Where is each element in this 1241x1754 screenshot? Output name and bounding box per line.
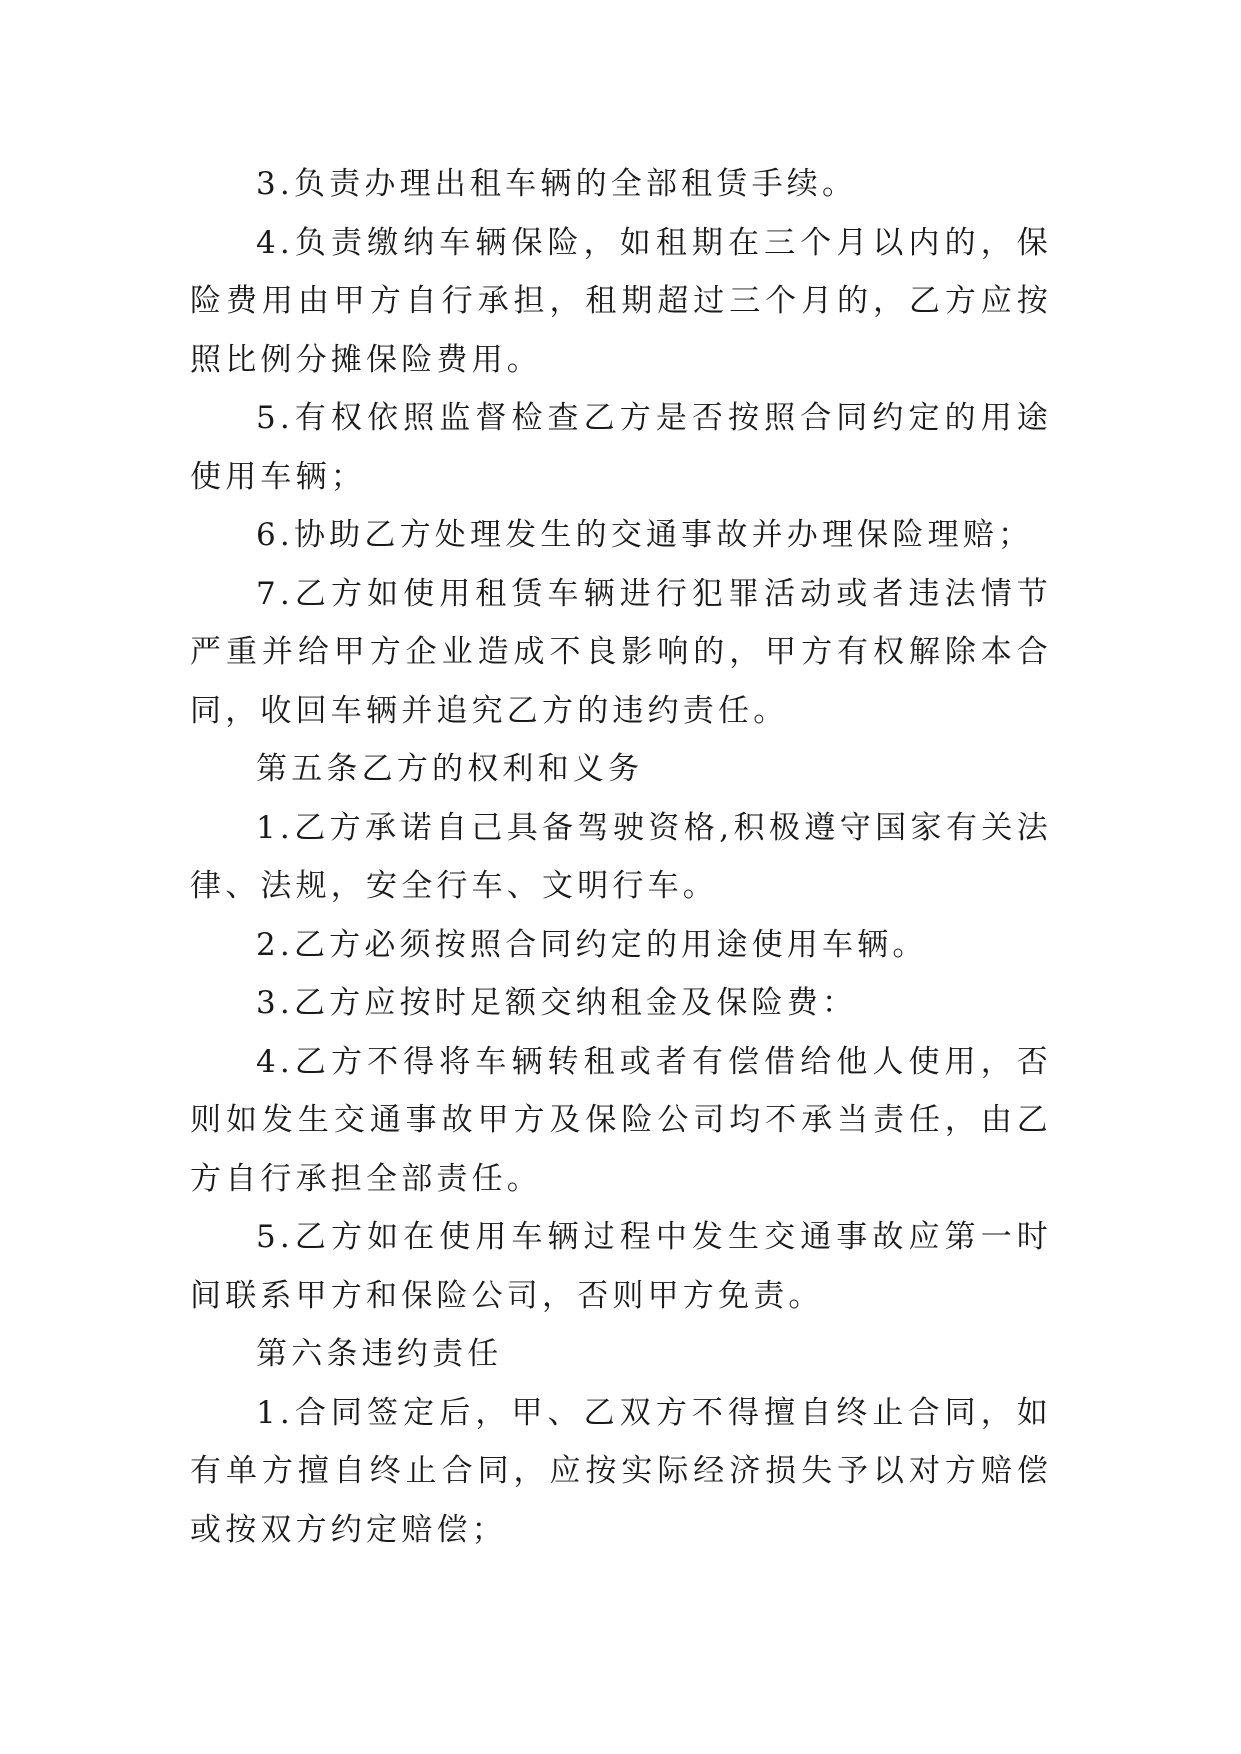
section-heading-article-6: 第六条违约责任 — [256, 1336, 503, 1372]
section-heading-article-5: 第五条乙方的权利和义务 — [256, 751, 644, 787]
paragraph-lessee-item-3: 3.乙方应按时足额交纳租金及保险费： — [256, 985, 858, 1021]
paragraph-lessor-item-4: 4.负责缴纳车辆保险，如租期在三个月以内的，保险费用由甲方自行承担，租期超过三个月的，乙方应按照比例分摊保险费用。 — [190, 224, 1052, 378]
paragraph-lessor-item-6: 6.协助乙方处理发生的交通事故并办理保险理赔； — [256, 517, 1034, 553]
paragraph-lessee-item-2: 2.乙方必须按照合同约定的用途使用车辆。 — [256, 926, 928, 963]
paragraph-lessee-item-1: 1.乙方承诺自己具备驾驶资格,积极遵守国家有关法律、法规，安全行车、文明行车。 — [190, 809, 1052, 904]
paragraph-breach-item-1: 1.合同签定后，甲、乙双方不得擅自终止合同，如有单方擅自终止合同，应按实际经济损失予以对方赔偿或按双方约定赔偿； — [190, 1394, 1052, 1548]
paragraph-lessor-item-7: 7.乙方如使用租赁车辆进行犯罪活动或者违法情节严重并给甲方企业造成不良影响的，甲方有权解除本合同，收回车辆并追究乙方的违约责任。 — [190, 575, 1052, 729]
paragraph-lessor-item-5: 5.有权依照监督检查乙方是否按照合同约定的用途使用车辆； — [190, 400, 1052, 495]
document-body — [190, 155, 1052, 1559]
paragraph-lessor-item-3: 3.负责办理出租车辆的全部租赁手续。 — [256, 166, 858, 202]
paragraph-lessee-item-5: 5.乙方如在使用车辆过程中发生交通事故应第一时间联系甲方和保险公司，否则甲方免责。 — [190, 1219, 1052, 1314]
paragraph-lessee-item-4: 4.乙方不得将车辆转租或者有偿借给他人使用，否则如发生交通事故甲方及保险公司均不承当责任，由乙方自行承担全部责任。 — [190, 1043, 1052, 1197]
